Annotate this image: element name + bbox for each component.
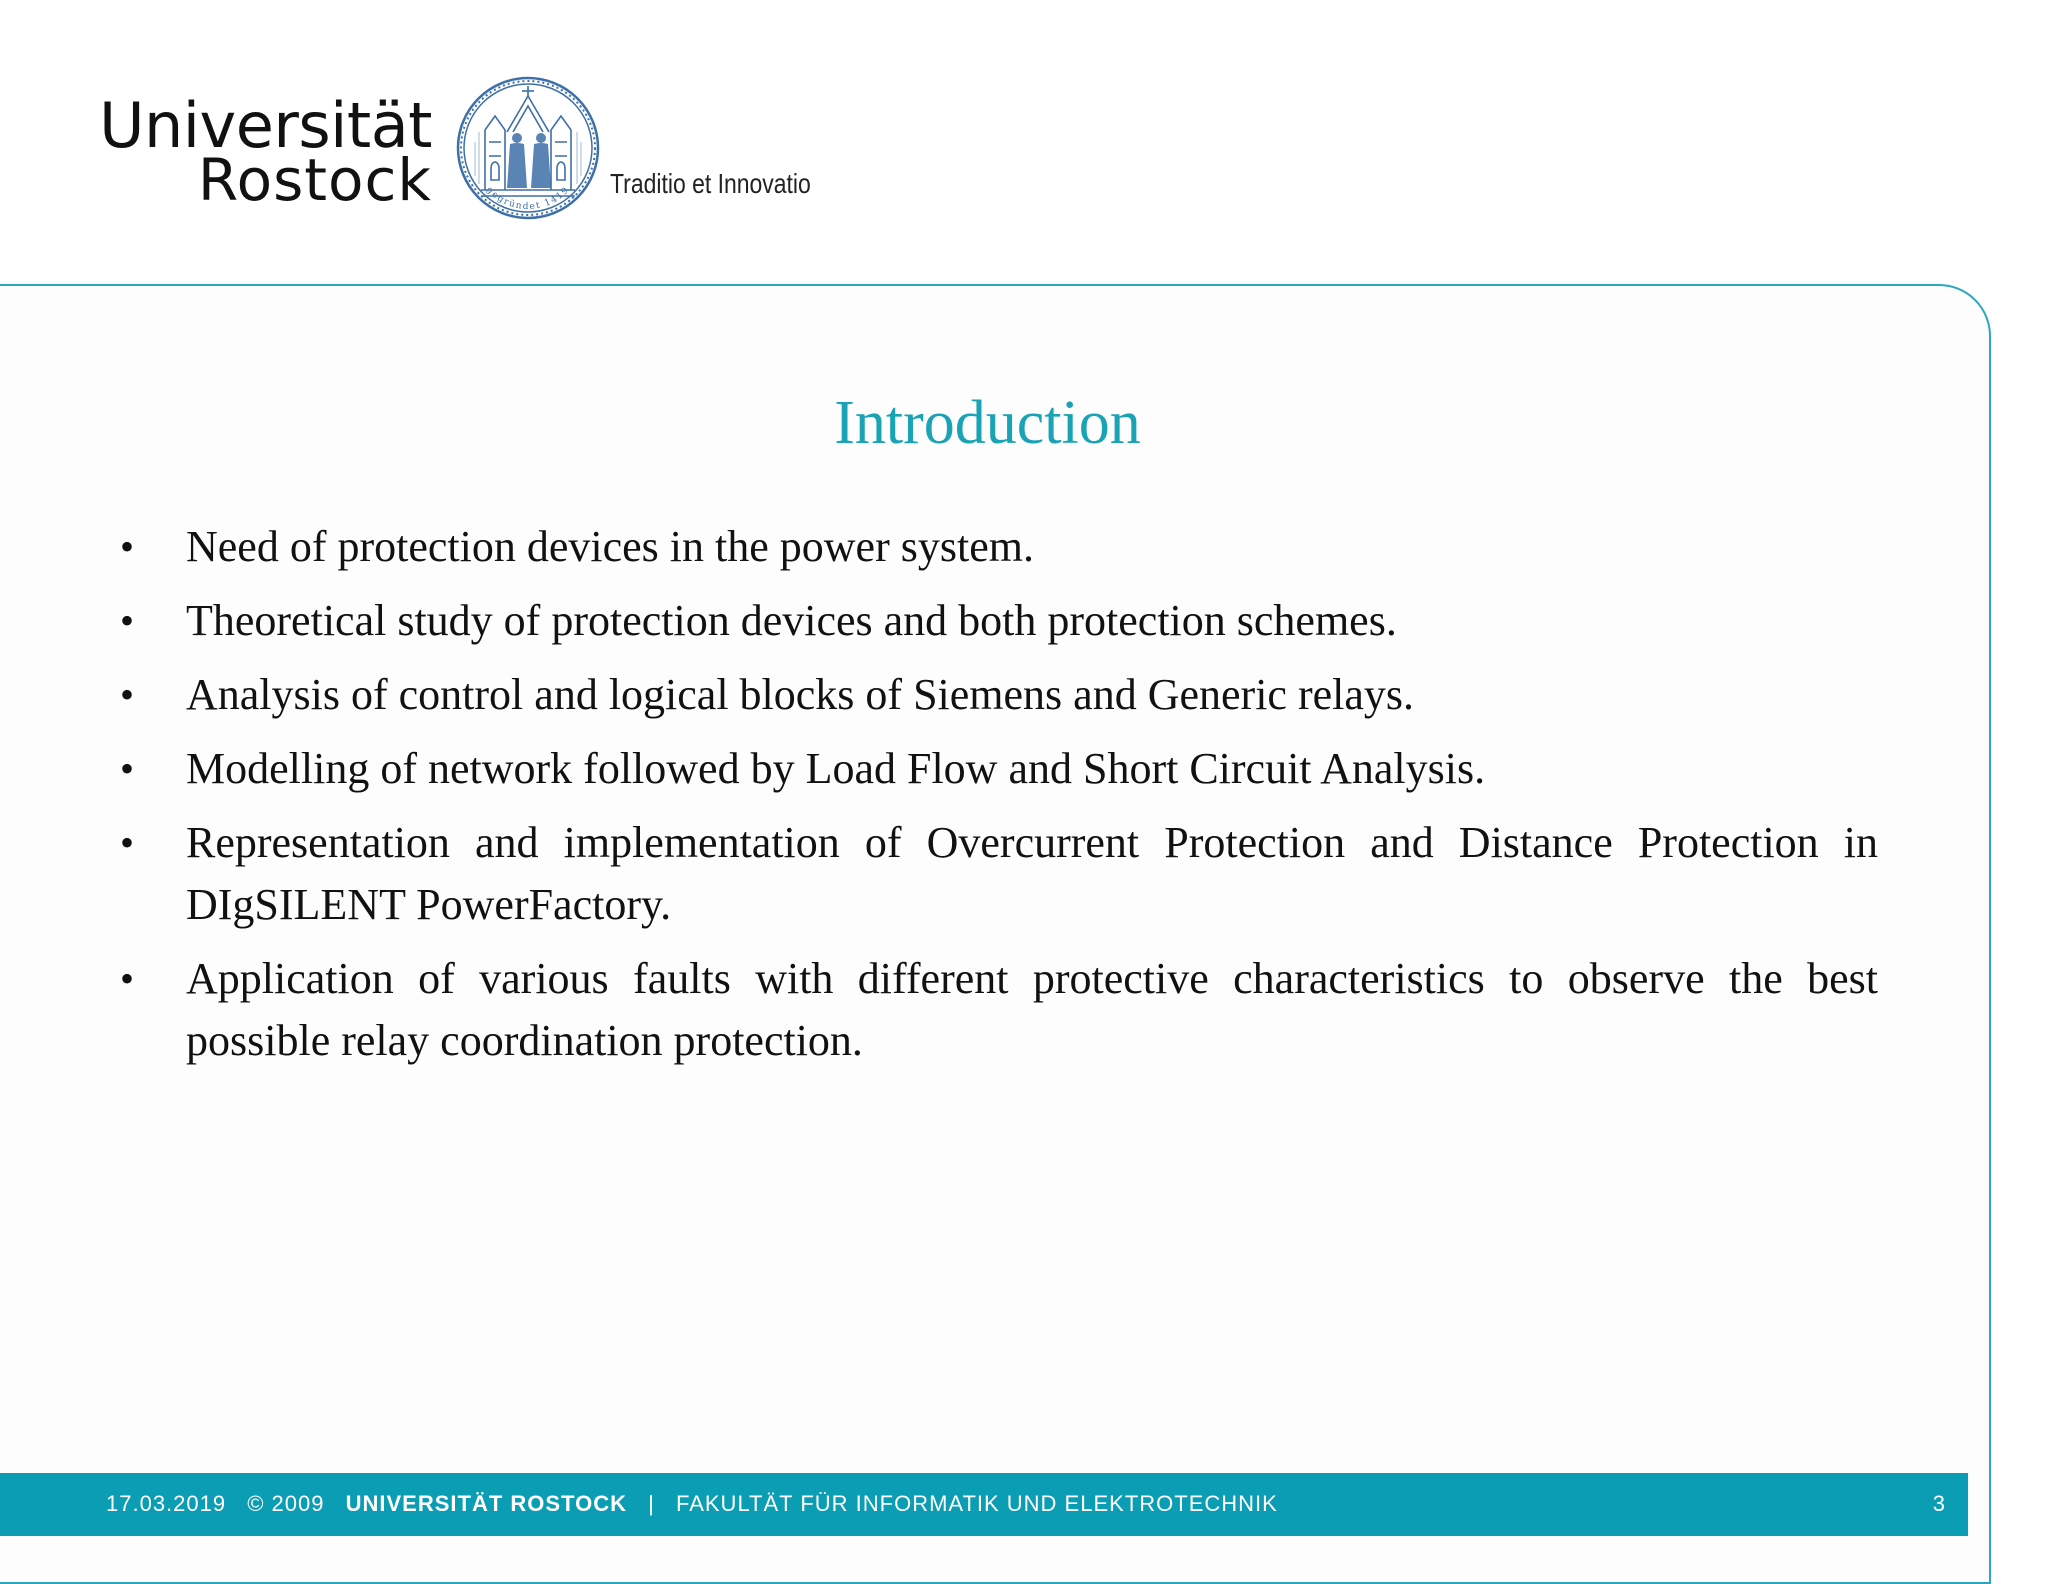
wordmark-line-1: Universität (99, 89, 432, 162)
bullet-text: Modelling of network followed by Load Flow and Short Circuit Analysis. (186, 744, 1486, 793)
bullet-item (118, 664, 1878, 726)
slide-header (0, 0, 2048, 285)
bullet-dot-icon: • (120, 820, 135, 865)
footer-date: 17.03.2019 (106, 1491, 227, 1516)
bullet-dot-icon: • (120, 956, 135, 1001)
seal-inscription: gegründet 1419 (484, 185, 572, 213)
bullet-item (118, 516, 1878, 578)
footer-university: UNIVERSITÄT ROSTOCK (345, 1491, 628, 1516)
university-motto: Traditio et Innovatio (610, 168, 811, 199)
bullet-item (118, 590, 1878, 652)
slide-title: Introduction (834, 389, 1141, 457)
slide-footer (0, 1473, 1968, 1536)
page-number: 3 (1932, 1491, 1946, 1516)
bullet-text: Representation and implementation of Overcurrent Protection and Distance Protection in DIgSILENT PowerFactory. (186, 818, 1878, 929)
bullet-dot-icon: • (120, 598, 135, 643)
bullet-text: Need of protection devices in the power system. (186, 522, 1034, 571)
university-seal-icon (455, 72, 601, 224)
footer-separator: | (648, 1491, 655, 1516)
footer-faculty: FAKULTÄT FÜR INFORMATIK UND ELEKTROTECHNIK (675, 1491, 1278, 1516)
bullet-item (118, 738, 1878, 800)
footer-copyright: © 2009 (247, 1491, 325, 1516)
bullet-text: Theoretical study of protection devices and both protection schemes. (186, 596, 1397, 645)
university-wordmark (99, 89, 432, 214)
bullet-list (118, 516, 1878, 1084)
bullet-dot-icon: • (120, 746, 135, 791)
bullet-dot-icon: • (120, 672, 135, 717)
bullet-item (118, 812, 1878, 936)
footer-info (106, 1491, 1292, 1517)
bullet-dot-icon: • (120, 524, 135, 569)
wordmark-line-2: Rostock (197, 146, 432, 214)
bullet-item (118, 948, 1878, 1072)
bullet-text: Analysis of control and logical blocks of Siemens and Generic relays. (186, 670, 1415, 719)
bullet-text: Application of various faults with different protective characteristics to observe the best possible relay coordination protection. (186, 954, 1878, 1065)
